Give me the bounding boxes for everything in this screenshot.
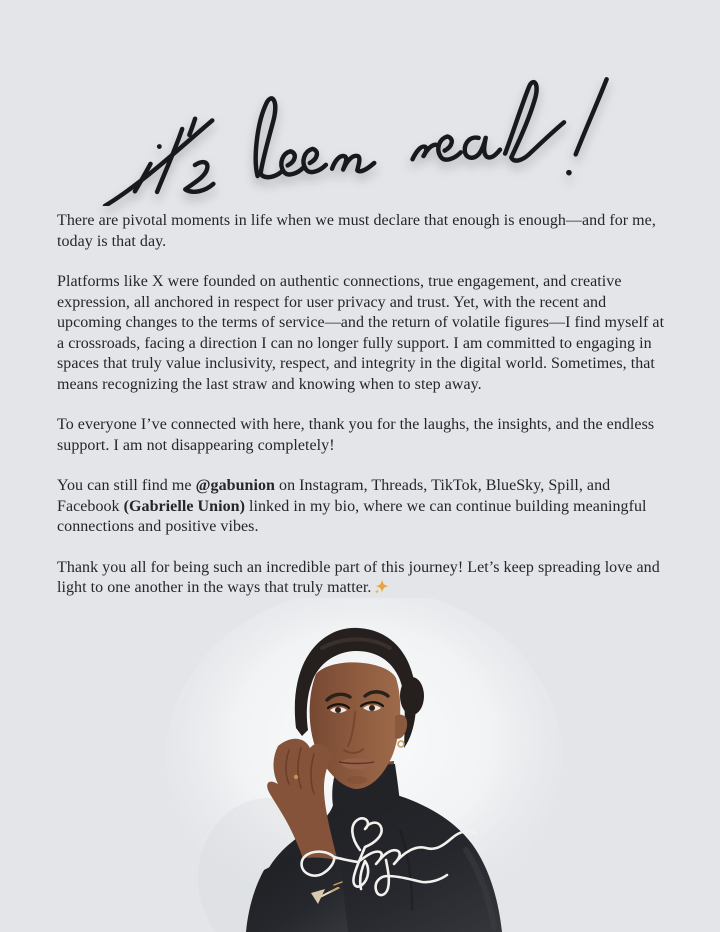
- paragraph-5: [57, 558, 665, 599]
- facebook-display-name: (Gabrielle Union): [123, 497, 245, 515]
- script-title-lettering: [98, 72, 622, 206]
- paragraph-1: There are pivotal moments in life when we must declare that enough is enough—and for me, today is that day.: [57, 212, 656, 250]
- paragraph-4-lead: You can still find me: [57, 477, 196, 494]
- portrait-photo: [148, 598, 572, 932]
- paragraph-3: To everyone I’ve connected with here, thank you for the laughs, the insights, and the endless support. I am not disappearing completely!: [57, 416, 655, 454]
- portrait-illustration: [148, 598, 572, 932]
- paragraph-4-close: linked in my bio, where we can continue building meaningful connections and positive vibes.: [57, 497, 647, 535]
- chin-shadow: [347, 776, 367, 784]
- left-iris: [335, 707, 341, 713]
- paragraph-2: Platforms like X were founded on authentic connections, true engagement, and creative expression, all anchored in respect for user privacy and trust. Yet, with the recent and upcoming changes to the terms of service—and the return of volatile figures—I find myself at a crossroads, facing a direction I can no longer fully support. I am committed to engaging in spaces that truly value inclusivity, respect, and integrity in the digital world. Sometimes, that means recognizing the last straw and knowing when to step away.: [57, 273, 665, 393]
- paragraph-5-text: Thank you all for being such an incredible part of this journey! Let’s keep spreading love and light to one another in the ways that truly matter.: [57, 558, 660, 596]
- social-handle: @gabunion: [195, 477, 275, 494]
- paragraph-4: [57, 476, 665, 538]
- paragraph-4-platform-list: on Instagram, Threads, TikTok, BlueSky, Spill, and Facebook: [57, 477, 611, 515]
- right-iris: [369, 705, 375, 711]
- farewell-letter: [57, 211, 665, 599]
- ring-icon: [294, 775, 298, 779]
- sparkle-icon: [374, 579, 389, 594]
- page-title: [98, 72, 622, 206]
